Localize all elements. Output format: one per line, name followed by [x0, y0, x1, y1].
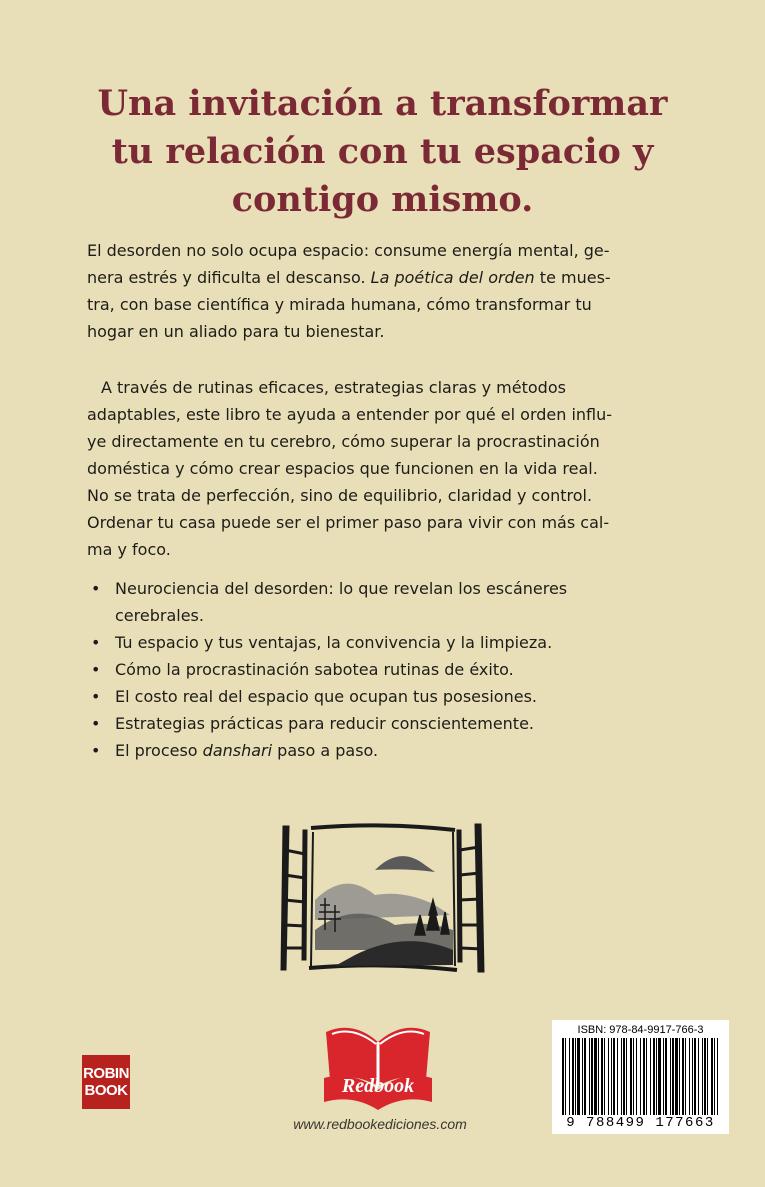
barcode-bar	[679, 1038, 680, 1118]
barcode-digits: 9 788499 177663	[552, 1115, 729, 1131]
barcode-bar	[663, 1038, 664, 1118]
barcode-bar	[594, 1038, 597, 1118]
headline	[60, 80, 705, 224]
paragraph-line: El desorden no solo ocupa espacio: consume energía mental, ge-	[87, 241, 610, 260]
list-item-text: Neurociencia del desorden: lo que revelan los escáneres	[115, 579, 568, 598]
logo-text: ROBIN	[83, 1065, 129, 1082]
list-item-text: El proceso	[115, 741, 203, 760]
list-item-text: paso a paso.	[272, 741, 379, 760]
topics-list	[87, 575, 697, 764]
list-item-italic: danshari	[202, 741, 273, 760]
barcode-icon	[556, 1038, 725, 1118]
barcode-bar	[608, 1038, 609, 1118]
barcode-bar	[589, 1038, 590, 1118]
paragraph-line: adaptables, este libro te ayuda a entender por qué el orden influ-	[87, 405, 613, 424]
barcode-bar	[698, 1038, 699, 1118]
logo-text: BOOK	[84, 1082, 128, 1099]
barcode-bar	[665, 1038, 667, 1118]
paragraph-line: A través de rutinas eficaces, estrategias claras y métodos	[101, 378, 566, 397]
barcode-bar	[670, 1038, 671, 1118]
list-item	[87, 575, 697, 629]
list-item	[87, 629, 697, 656]
barcode-bar	[604, 1038, 605, 1118]
barcode-bar	[656, 1038, 657, 1118]
bullet-marker: •	[91, 714, 101, 733]
barcode-bar	[617, 1038, 618, 1118]
window-landscape-illustration	[275, 820, 490, 980]
barcode-bar	[643, 1038, 645, 1118]
headline-line: tu relación con tu espacio y	[111, 131, 654, 172]
barcode-bar	[714, 1038, 715, 1118]
paragraph-line: ma y foco.	[87, 540, 171, 559]
barcode-bar	[711, 1038, 713, 1118]
paragraph-line: Ordenar tu casa puede ser el primer paso para vivir con más cal-	[87, 513, 610, 532]
barcode-bar	[689, 1038, 690, 1118]
barcode-bar	[584, 1038, 586, 1118]
barcode-bar	[575, 1038, 576, 1118]
robin-book-logo	[82, 1055, 130, 1109]
list-item-text: Estrategias prácticas para reducir conscientemente.	[115, 714, 535, 733]
list-item	[87, 710, 697, 737]
bullet-marker: •	[91, 633, 101, 652]
barcode-bar	[658, 1038, 661, 1118]
barcode-bar	[672, 1038, 674, 1118]
headline-line: Una invitación a transformar	[97, 83, 668, 124]
barcode-bar	[653, 1038, 655, 1118]
redbook-logo-icon	[318, 1020, 438, 1110]
book-title: La poética del orden	[370, 268, 535, 287]
barcode-bar	[694, 1038, 696, 1118]
barcode-bar	[675, 1038, 678, 1118]
barcode-bar	[717, 1038, 718, 1118]
paragraph-line	[87, 264, 691, 291]
barcode-bar	[569, 1038, 570, 1118]
bullet-marker: •	[91, 660, 101, 679]
barcode-bar	[704, 1038, 706, 1118]
bullet-marker: •	[91, 741, 101, 760]
right-shutter-icon	[457, 824, 484, 972]
barcode-bar	[646, 1038, 647, 1118]
isbn-label: ISBN: 978-84-9917-766-3	[577, 1024, 704, 1036]
paragraph-line: ye directamente en tu cerebro, cómo superar la procrastinación	[87, 432, 600, 451]
barcode-bar	[621, 1038, 622, 1118]
left-shutter-icon	[281, 826, 307, 970]
text-run: nera estrés y dificulta el descanso.	[87, 268, 371, 287]
list-item-text: Tu espacio y tus ventajas, la convivencia y la limpieza.	[115, 633, 553, 652]
website-url: www.redbookediciones.com	[293, 1116, 467, 1132]
barcode-bar	[685, 1038, 686, 1118]
barcode-bar	[601, 1038, 603, 1118]
barcode-bar	[702, 1038, 703, 1118]
paragraph-line: hogar en un aliado para tu bienestar.	[87, 322, 385, 341]
barcode-bar	[577, 1038, 580, 1118]
paragraph-line: doméstica y cómo crear espacios que funcionen en la vida real.	[87, 459, 598, 478]
barcode-bar	[692, 1038, 693, 1118]
barcode-bar	[591, 1038, 593, 1118]
headline-line: contigo mismo.	[231, 179, 534, 220]
paragraph-line: No se trata de perfección, sino de equilibrio, claridad y control.	[87, 486, 593, 505]
barcode-bar	[682, 1038, 684, 1118]
barcode-bar	[623, 1038, 625, 1118]
barcode-bar	[613, 1038, 615, 1118]
description-paragraph	[87, 374, 691, 563]
barcode-bar	[707, 1038, 708, 1118]
barcode-bar	[650, 1038, 651, 1118]
barcode-bar	[572, 1038, 574, 1118]
intro-paragraph	[87, 237, 691, 345]
barcode-bar	[636, 1038, 637, 1118]
text-run: te mues-	[534, 268, 611, 287]
list-item	[87, 656, 697, 683]
list-item	[87, 683, 697, 710]
paragraph-line: tra, con base científica y mirada humana, cómo transformar tu	[87, 295, 592, 314]
isbn-barcode	[552, 1020, 729, 1134]
bullet-marker: •	[91, 687, 101, 706]
bullet-marker: •	[91, 579, 101, 598]
list-item	[87, 737, 697, 764]
barcode-bar	[598, 1038, 599, 1118]
barcode-bar	[611, 1038, 612, 1118]
barcode-bar	[582, 1038, 583, 1118]
barcode-bar	[630, 1038, 632, 1118]
logo-text: Redbook	[341, 1075, 415, 1097]
barcode-bar	[565, 1038, 566, 1118]
barcode-bar	[640, 1038, 641, 1118]
barcode-bar	[626, 1038, 627, 1118]
list-item-text: El costo real del espacio que ocupan tus posesiones.	[115, 687, 537, 706]
list-item-text: cerebrales.	[115, 606, 204, 625]
list-item-text: Cómo la procrastinación sabotea rutinas de éxito.	[115, 660, 514, 679]
barcode-bar	[562, 1038, 564, 1118]
barcode-bar	[633, 1038, 634, 1118]
